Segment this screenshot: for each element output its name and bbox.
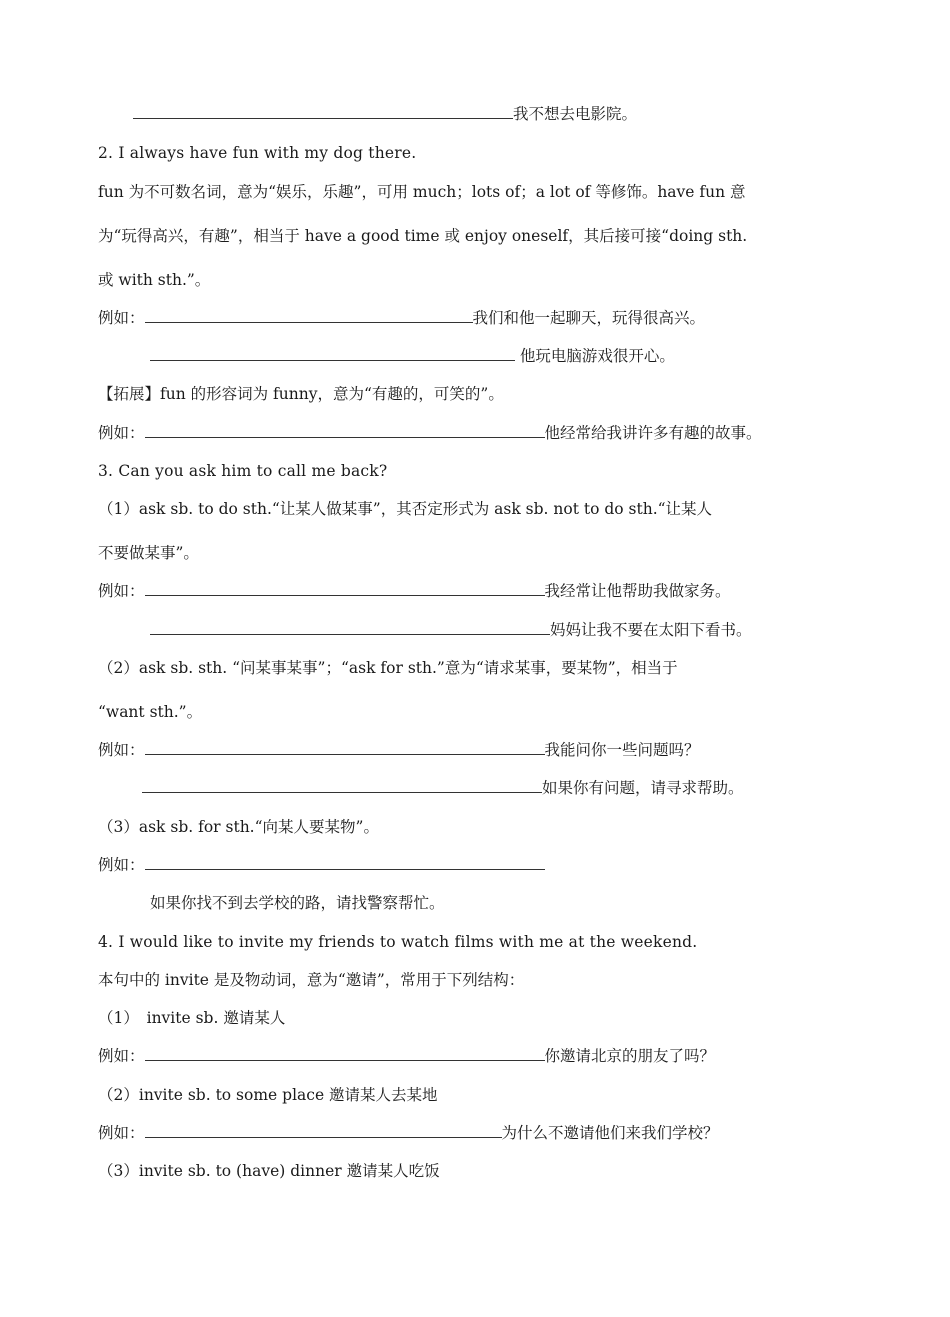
example-label: 例如： <box>98 1124 145 1142</box>
answer-blank[interactable] <box>145 740 545 755</box>
example-row-6 <box>98 740 700 760</box>
answer-blank[interactable] <box>150 620 550 635</box>
example-row-2 <box>150 346 675 366</box>
example-label: 例如： <box>98 424 145 442</box>
section-2-para-2: 为“玩得高兴，有趣”，相当于 have a good time 或 enjoy oneself，其后接可接“doing sth. <box>98 227 748 245</box>
section-4-para-1: 本句中的 invite 是及物动词，意为“邀请”，常用于下列结构： <box>98 971 525 989</box>
example-row-8 <box>98 855 545 875</box>
example-row-9 <box>98 1046 715 1066</box>
section-3-para-1a: （1）ask sb. to do sth.“让某人做某事”，其否定形式为 ask sb. not to do sth.“让某人 <box>98 500 713 518</box>
translation-text: 我经常让他帮助我做家务。 <box>544 582 731 600</box>
answer-blank[interactable] <box>145 308 473 323</box>
section-3-para-1b: 不要做某事”。 <box>98 544 199 562</box>
translation-text: 他玩电脑游戏很开心。 <box>515 347 675 365</box>
example-row-3 <box>98 423 762 443</box>
section-3-para-3: （3）ask sb. for sth.“向某人要某物”。 <box>98 818 379 836</box>
section-4-para-2: （1） invite sb. 邀请某人 <box>98 1009 286 1027</box>
answer-blank[interactable] <box>133 104 513 119</box>
example-row-7 <box>142 778 744 798</box>
answer-blank[interactable] <box>145 423 545 438</box>
example-row-5 <box>150 620 752 640</box>
example-label: 例如： <box>98 856 145 874</box>
translation-text: 我不想去电影院。 <box>513 105 638 123</box>
example-row-1 <box>98 308 705 328</box>
answer-blank[interactable] <box>145 581 545 596</box>
translation-text: 我们和他一起聊天，玩得很高兴。 <box>472 309 706 327</box>
translation-text: 为什么不邀请他们来我们学校？ <box>501 1124 719 1142</box>
example-row-10 <box>98 1123 719 1143</box>
example-label: 例如： <box>98 741 145 759</box>
translation-text: 你邀请北京的朋友了吗？ <box>544 1047 716 1065</box>
translation-text: 他经常给我讲许多有趣的故事。 <box>544 424 762 442</box>
translation-text: 妈妈让我不要在太阳下看书。 <box>550 621 752 639</box>
example-row-4 <box>98 581 731 601</box>
answer-blank[interactable] <box>150 346 515 361</box>
section-4-para-4: （3）invite sb. to (have) dinner 邀请某人吃饭 <box>98 1162 440 1180</box>
section-4-title: 4. I would like to invite my friends to watch films with me at the weekend. <box>98 933 698 951</box>
translation-text: 如果你有问题，请寻求帮助。 <box>542 779 744 797</box>
answer-blank[interactable] <box>145 1046 545 1061</box>
example-label: 例如： <box>98 582 145 600</box>
answer-blank[interactable] <box>142 778 542 793</box>
fill-line-1 <box>133 104 637 124</box>
section-2-para-3: 或 with sth.”。 <box>98 271 211 289</box>
answer-blank[interactable] <box>145 855 545 870</box>
section-3-title: 3. Can you ask him to call me back? <box>98 462 388 480</box>
extension-note: 【拓展】fun 的形容词为 funny，意为“有趣的，可笑的”。 <box>98 385 504 403</box>
answer-blank[interactable] <box>145 1123 502 1138</box>
example-row-8-translation: 如果你找不到去学校的路，请找警察帮忙。 <box>150 894 445 912</box>
translation-text: 我能问你一些问题吗？ <box>544 741 700 759</box>
example-label: 例如： <box>98 1047 145 1065</box>
section-3-para-2b: “want sth.”。 <box>98 703 203 721</box>
example-label: 例如： <box>98 309 145 327</box>
section-2-para-1: fun 为不可数名词，意为“娱乐，乐趣”，可用 much；lots of；a lot of 等修饰。have fun 意 <box>98 183 746 201</box>
section-3-para-2a: （2）ask sb. sth. “问某事某事”；“ask for sth.”意为“请求某事，要某物”，相当于 <box>98 659 678 677</box>
section-2-title: 2. I always have fun with my dog there. <box>98 144 417 162</box>
section-4-para-3: （2）invite sb. to some place 邀请某人去某地 <box>98 1086 438 1104</box>
